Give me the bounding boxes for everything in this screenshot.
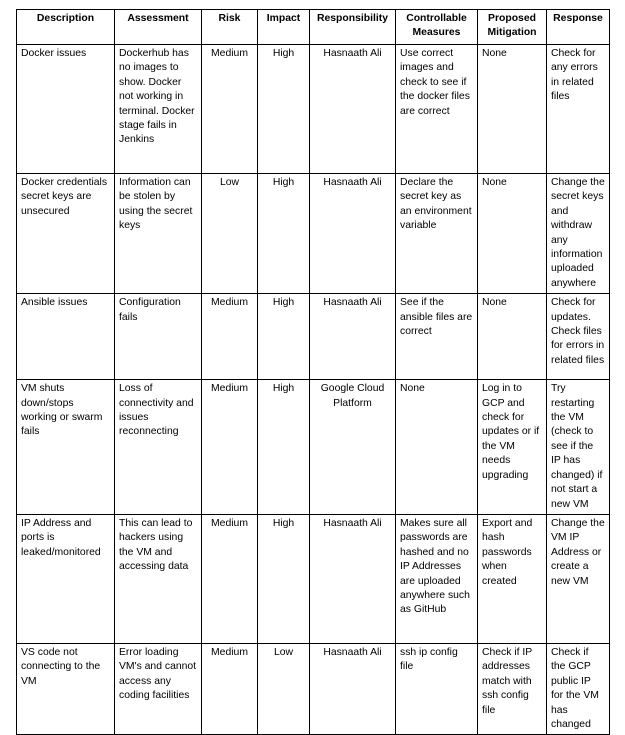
cell-risk: Medium	[202, 514, 258, 643]
cell-assessment: Configuration fails	[115, 294, 202, 380]
cell-controllable-measures: Makes sure all passwords are hashed and no IP Addresses are uploaded anywhere such as GitHub	[396, 514, 478, 643]
cell-proposed-mitigation: None	[478, 294, 547, 380]
cell-risk: Medium	[202, 380, 258, 515]
cell-description: Docker credentials secret keys are unsecured	[17, 174, 115, 294]
cell-assessment: Information can be stolen by using the secret keys	[115, 174, 202, 294]
cell-controllable-measures: ssh ip config file	[396, 643, 478, 734]
cell-risk: Medium	[202, 294, 258, 380]
cell-responsibility: Hasnaath Ali	[310, 514, 396, 643]
cell-impact: High	[258, 380, 310, 515]
cell-responsibility: Hasnaath Ali	[310, 174, 396, 294]
header-row	[17, 10, 610, 45]
cell-description: Docker issues	[17, 45, 115, 174]
cell-description: VM shuts down/stops working or swarm fails	[17, 380, 115, 515]
table-row	[17, 380, 610, 515]
cell-response: Change the VM IP Address or create a new VM	[547, 514, 610, 643]
cell-proposed-mitigation: None	[478, 174, 547, 294]
cell-impact: High	[258, 294, 310, 380]
cell-response: Change the secret keys and withdraw any information uploaded anywhere	[547, 174, 610, 294]
cell-controllable-measures: See if the ansible files are correct	[396, 294, 478, 380]
cell-assessment: Loss of connectivity and issues reconnecting	[115, 380, 202, 515]
cell-description: IP Address and ports is leaked/monitored	[17, 514, 115, 643]
table-row	[17, 45, 610, 174]
cell-responsibility: Hasnaath Ali	[310, 643, 396, 734]
table-row	[17, 294, 610, 380]
header-controllable-measures: Controllable Measures	[396, 10, 478, 45]
cell-proposed-mitigation: Export and hash passwords when created	[478, 514, 547, 643]
cell-proposed-mitigation: None	[478, 45, 547, 174]
cell-proposed-mitigation: Log in to GCP and check for updates or if the VM needs upgrading	[478, 380, 547, 515]
cell-response: Check for updates. Check files for errors in related files	[547, 294, 610, 380]
cell-controllable-measures: None	[396, 380, 478, 515]
cell-response: Check if the GCP public IP for the VM has changed	[547, 643, 610, 734]
cell-responsibility: Google Cloud Platform	[310, 380, 396, 515]
cell-responsibility: Hasnaath Ali	[310, 294, 396, 380]
cell-assessment: Dockerhub has no images to show. Docker not working in terminal. Docker stage fails in Jenkins	[115, 45, 202, 174]
cell-response: Try restarting the VM (check to see if the IP has changed) if not start a new VM	[547, 380, 610, 515]
cell-risk: Low	[202, 174, 258, 294]
table-row	[17, 174, 610, 294]
cell-controllable-measures: Declare the secret key as an environment variable	[396, 174, 478, 294]
cell-impact: High	[258, 514, 310, 643]
cell-controllable-measures: Use correct images and check to see if the docker files are correct	[396, 45, 478, 174]
cell-impact: High	[258, 174, 310, 294]
header-assessment: Assessment	[115, 10, 202, 45]
cell-impact: High	[258, 45, 310, 174]
cell-assessment: This can lead to hackers using the VM and accessing data	[115, 514, 202, 643]
table-row	[17, 514, 610, 643]
header-responsibility: Responsibility	[310, 10, 396, 45]
cell-proposed-mitigation: Check if IP addresses match with ssh config file	[478, 643, 547, 734]
cell-risk: Medium	[202, 643, 258, 734]
cell-impact: Low	[258, 643, 310, 734]
table-row	[17, 643, 610, 734]
header-risk: Risk	[202, 10, 258, 45]
cell-description: Ansible issues	[17, 294, 115, 380]
cell-assessment: Error loading VM's and cannot access any coding facilities	[115, 643, 202, 734]
cell-description: VS code not connecting to the VM	[17, 643, 115, 734]
cell-risk: Medium	[202, 45, 258, 174]
header-impact: Impact	[258, 10, 310, 45]
header-proposed-mitigation: Proposed Mitigation	[478, 10, 547, 45]
cell-response: Check for any errors in related files	[547, 45, 610, 174]
risk-assessment-table	[16, 9, 610, 735]
header-description: Description	[17, 10, 115, 45]
cell-responsibility: Hasnaath Ali	[310, 45, 396, 174]
header-response: Response	[547, 10, 610, 45]
